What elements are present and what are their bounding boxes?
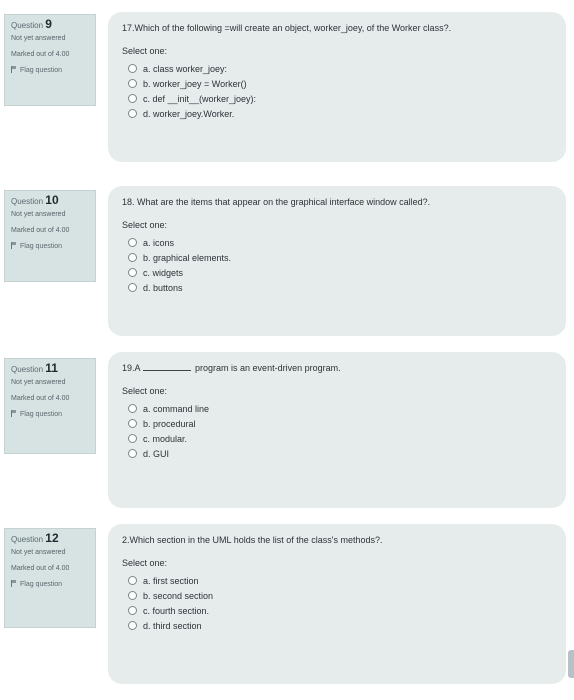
radio-button[interactable]	[128, 591, 137, 600]
radio-button[interactable]	[128, 419, 137, 428]
answer-option-d[interactable]	[122, 281, 552, 296]
answer-option-a[interactable]	[122, 62, 552, 77]
answer-option-label: b. procedural	[143, 419, 196, 429]
question-number: 11	[45, 361, 58, 375]
flag-question-label: Flag question	[20, 243, 63, 250]
flag-icon	[11, 580, 18, 587]
question-marks: Marked out of 4.00	[11, 51, 70, 58]
flag-question-link[interactable]	[11, 66, 89, 76]
question-info-9	[4, 14, 96, 106]
answer-option-label: d. worker_joey.Worker.	[143, 109, 235, 119]
answer-option-label: c. fourth section.	[143, 606, 210, 616]
select-one-label: Select one:	[122, 220, 168, 230]
answer-option-label: a. icons	[143, 238, 175, 248]
radio-button[interactable]	[128, 404, 137, 413]
radio-button[interactable]	[128, 576, 137, 585]
radio-button[interactable]	[128, 238, 137, 247]
answer-option-c[interactable]	[122, 604, 552, 619]
question-block-12	[0, 522, 574, 698]
question-info-12	[4, 528, 96, 628]
question-text: 18. What are the items that appear on the graphical interface window called?.	[122, 197, 431, 207]
question-text	[122, 362, 552, 374]
answer-option-label: a. first section	[143, 576, 199, 586]
question-label: Question	[11, 21, 44, 30]
question-block-10	[0, 180, 574, 344]
flag-question-link[interactable]	[11, 580, 89, 590]
answer-option-b[interactable]	[122, 417, 552, 432]
answer-option-b[interactable]	[122, 589, 552, 604]
select-one-label: Select one:	[122, 558, 168, 568]
answer-option-a[interactable]	[122, 236, 552, 251]
flag-icon	[11, 410, 18, 417]
answer-option-b[interactable]	[122, 251, 552, 266]
answer-option-d[interactable]	[122, 619, 552, 634]
flag-icon	[11, 66, 18, 73]
fill-in-blank	[143, 362, 191, 371]
question-number: 12	[45, 531, 59, 545]
flag-question-link[interactable]	[11, 410, 89, 420]
answer-option-a[interactable]	[122, 402, 552, 417]
question-text-start: 19.A	[122, 363, 141, 373]
answer-option-c[interactable]	[122, 266, 552, 281]
radio-button[interactable]	[128, 268, 137, 277]
answer-option-label: c. def __init__(worker_joey):	[143, 94, 257, 104]
flag-question-label: Flag question	[20, 581, 63, 588]
answer-option-label: a. command line	[143, 404, 210, 414]
answer-option-label: d. third section	[143, 621, 202, 631]
answer-option-label: d. buttons	[143, 283, 183, 293]
question-panel-10	[108, 186, 566, 336]
question-panel-11	[108, 352, 566, 508]
question-label: Question	[11, 535, 44, 544]
radio-button[interactable]	[128, 606, 137, 615]
radio-button[interactable]	[128, 449, 137, 458]
question-info-10	[4, 190, 96, 282]
answer-option-d[interactable]	[122, 447, 552, 462]
answer-option-b[interactable]	[122, 77, 552, 92]
answer-option-label: b. second section	[143, 591, 214, 601]
select-one-label: Select one:	[122, 46, 168, 56]
question-marks: Marked out of 4.00	[11, 227, 70, 234]
question-block-11	[0, 348, 574, 518]
question-marks: Marked out of 4.00	[11, 395, 70, 402]
scroll-handle[interactable]	[568, 650, 574, 678]
question-number-line	[11, 195, 89, 207]
radio-button[interactable]	[128, 79, 137, 88]
radio-button[interactable]	[128, 283, 137, 292]
question-panel-12	[108, 524, 566, 684]
flag-icon	[11, 242, 18, 249]
flag-question-label: Flag question	[20, 411, 63, 418]
question-info-11	[4, 358, 96, 454]
answer-option-label: c. widgets	[143, 268, 184, 278]
question-state: Not yet answered	[11, 211, 66, 218]
radio-button[interactable]	[128, 64, 137, 73]
question-state: Not yet answered	[11, 549, 66, 556]
question-panel-9	[108, 12, 566, 162]
radio-button[interactable]	[128, 109, 137, 118]
question-block-9	[0, 0, 574, 176]
answer-option-label: c. modular.	[143, 434, 188, 444]
select-one-label: Select one:	[122, 386, 168, 396]
question-marks: Marked out of 4.00	[11, 565, 70, 572]
question-number-line	[11, 533, 89, 545]
question-number: 10	[45, 193, 59, 207]
answer-option-label: a. class worker_joey:	[143, 64, 228, 74]
radio-button[interactable]	[128, 253, 137, 262]
radio-button[interactable]	[128, 94, 137, 103]
question-number: 9	[45, 17, 52, 31]
question-state: Not yet answered	[11, 35, 66, 42]
flag-question-label: Flag question	[20, 67, 63, 74]
answer-option-label: b. worker_joey = Worker()	[143, 79, 247, 89]
question-number-line	[11, 19, 89, 31]
question-text: 2.Which section in the UML holds the list of the class's methods?.	[122, 535, 383, 545]
radio-button[interactable]	[128, 621, 137, 630]
answer-option-label: b. graphical elements.	[143, 253, 232, 263]
question-label: Question	[11, 197, 44, 206]
question-label: Question	[11, 365, 44, 374]
answer-option-a[interactable]	[122, 574, 552, 589]
answer-option-label: d. GUI	[143, 449, 170, 459]
question-text: 17.Which of the following =will create an object, worker_joey, of the Worker class?.	[122, 23, 452, 33]
radio-button[interactable]	[128, 434, 137, 443]
question-number-line	[11, 363, 89, 375]
question-state: Not yet answered	[11, 379, 66, 386]
answer-option-c[interactable]	[122, 92, 552, 107]
answer-option-d[interactable]	[122, 107, 552, 122]
question-text-end: program is an event-driven program.	[195, 363, 341, 373]
flag-question-link[interactable]	[11, 242, 89, 252]
answer-option-c[interactable]	[122, 432, 552, 447]
